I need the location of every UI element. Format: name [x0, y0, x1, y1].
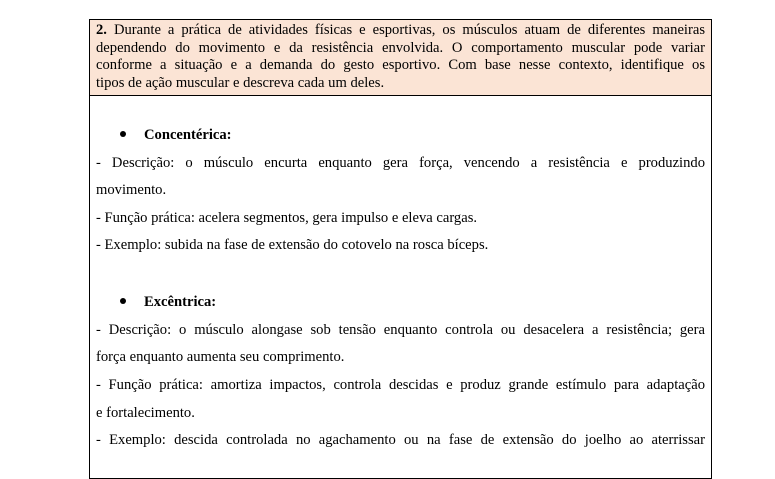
- answer-line: - Descrição: o músculo encurta enquanto gera força, vencendo a resistência e produzindo: [96, 155, 705, 171]
- answer-line: - Exemplo: subida na fase de extensão do cotovelo na rosca bíceps.: [96, 237, 489, 253]
- question-number: 2.: [96, 22, 107, 38]
- bullet-icon: [120, 131, 126, 137]
- answer-line: - Função prática: acelera segmentos, gera impulso e eleva cargas.: [96, 210, 478, 226]
- question-table: [89, 19, 712, 479]
- answer-line: - Descrição: o músculo alongase sob tensão enquanto controla ou desacelera a resistência; gera: [96, 322, 705, 338]
- question-line: tipos de ação muscular e descreva cada um deles.: [96, 74, 385, 91]
- question-line: dependendo do movimento e da resistência envolvida. O comportamento muscular pode variar: [96, 39, 705, 56]
- question-line: 2. Durante a prática de atividades físicas e esportivas, os músculos atuam de diferentes maneiras: [96, 22, 705, 38]
- bullet-heading-excentrica: Excêntrica:: [120, 293, 216, 311]
- answer-line: movimento.: [96, 182, 167, 198]
- question-line: conforme a situação e a demanda do gesto esportivo. Com base nesse contexto, identifique os: [96, 57, 705, 73]
- answer-line: - Função prática: amortiza impactos, controla descidas e produz grande estímulo para adaptação: [96, 377, 705, 393]
- question-header: [90, 20, 711, 96]
- bullet-icon: [120, 298, 126, 304]
- bullet-heading-concentrica: Concentérica:: [120, 126, 232, 144]
- answer-line: - Exemplo: descida controlada no agachamento ou na fase de extensão do joelho ao aterrissar: [96, 432, 705, 448]
- answer-line: e fortalecimento.: [96, 405, 195, 421]
- answer-line: força enquanto aumenta seu comprimento.: [96, 349, 345, 365]
